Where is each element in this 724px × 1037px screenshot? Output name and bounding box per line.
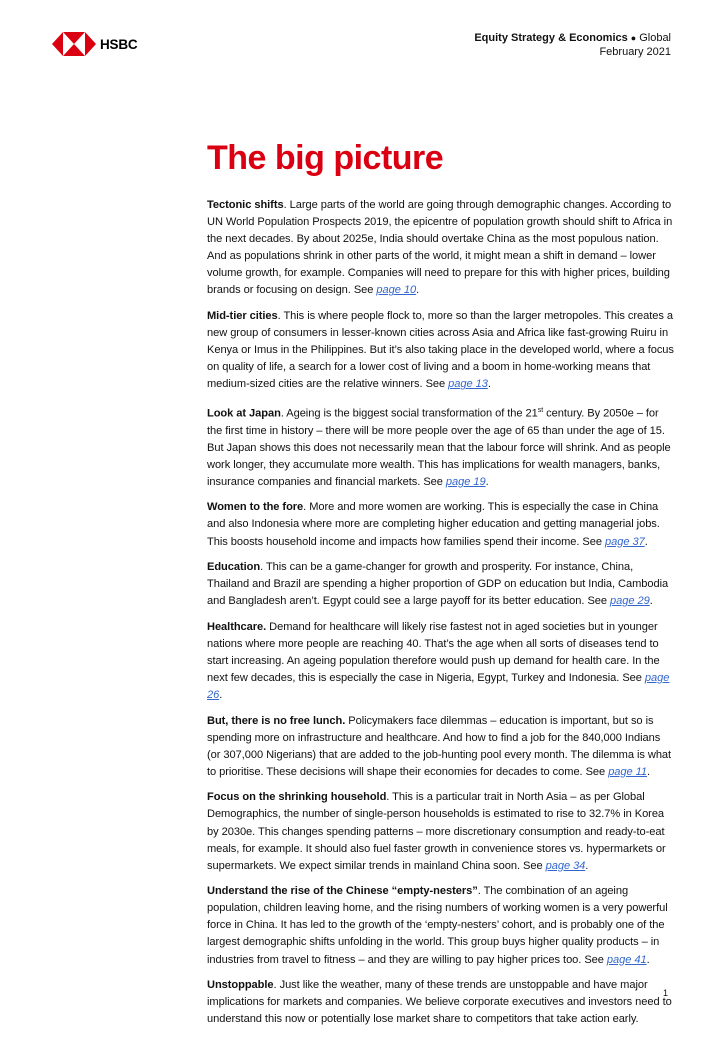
page-link[interactable]: page 34 xyxy=(545,859,586,872)
paragraph-tail: . xyxy=(485,475,489,488)
paragraph-tectonic-shifts xyxy=(207,197,675,300)
report-region: Global xyxy=(639,32,671,44)
page-link[interactable]: page 41 xyxy=(606,953,647,966)
paragraph-lead: But, there is no free lunch. xyxy=(207,714,346,727)
paragraph-tail: . xyxy=(647,765,651,778)
bullet-icon: ● xyxy=(630,33,637,43)
page-link[interactable]: page 37 xyxy=(605,535,645,548)
paragraph-text: . Large parts of the world are going through demographic changes. According to UN World Population Prospects 2019, the epicentre of population growth should shift to Africa in the next decades. By about 2025e, India should overtake China as the most populous nation. And as populations shrink in other parts of the world, it might mean a shift in demand – lower volume growth, for example. Companies will need to prepare for this with higher prices, building brands or focusing on design. See xyxy=(207,199,673,297)
paragraph-lead: Healthcare. xyxy=(207,620,267,633)
report-date: February 2021 xyxy=(599,46,671,58)
paragraph-tail: . xyxy=(649,595,653,608)
paragraph-lead: Understand the rise of the Chinese “empty-nesters” xyxy=(207,885,478,898)
paragraph-tail: . xyxy=(487,378,491,391)
paragraph-text: . More and more women are working. This is especially the case in China and also Indonesia where more are completing higher education and getting managerial jobs. This boosts household income and impacts how families spend their income. See xyxy=(207,501,660,548)
report-name: Equity Strategy & Economics xyxy=(474,32,628,44)
paragraph-healthcare xyxy=(207,619,675,704)
report-series xyxy=(474,31,671,45)
page-link[interactable]: page 11 xyxy=(608,765,648,778)
paragraph-look-at-japan xyxy=(207,402,675,491)
page-link[interactable]: page 29 xyxy=(610,595,650,608)
paragraph-mid-tier-cities xyxy=(207,308,675,393)
paragraph-lead: Mid-tier cities xyxy=(207,309,278,322)
paragraph-tail: . xyxy=(585,859,589,872)
superscript: st xyxy=(537,406,544,414)
paragraph-lead: Focus on the shrinking household xyxy=(207,791,387,804)
paragraph-women-to-the-fore xyxy=(207,499,675,550)
paragraph-lead: Women to the fore xyxy=(207,501,304,514)
page-title: The big picture xyxy=(207,139,444,177)
paragraph-education xyxy=(207,559,675,610)
paragraph-tail: . xyxy=(644,535,648,548)
paragraph-tail: . xyxy=(416,284,420,297)
paragraph-unstoppable xyxy=(207,977,675,1028)
page-link[interactable]: page 26 xyxy=(207,671,670,702)
paragraph-text: . The combination of an ageing population, children leaving home, and the rising numbers of working women is a very powerful force in China. It has led to the growth of the ‘empty-nesters’ cohort, and is probably one of the largest demographic shifts unfolding in the world. This group buys higher quality products – in industries from travel to fitness – and they are willing to pay higher prices too. See xyxy=(207,885,668,966)
paragraph-text: . This can be a game-changer for growth and prosperity. For instance, China, Thailand and Brazil are spending a higher proportion of GDP on education but India, Cambodia and Bangladesh aren’t. Egypt could see a large payoff for its better education. See xyxy=(207,561,669,608)
page-link[interactable]: page 19 xyxy=(445,475,486,488)
paragraph-tail: . xyxy=(219,689,223,702)
page-link[interactable]: page 10 xyxy=(376,284,417,297)
paragraph-lead: Look at Japan xyxy=(207,407,281,420)
hsbc-hexagon-icon xyxy=(52,32,96,56)
paragraph-no-free-lunch xyxy=(207,713,675,781)
body-text xyxy=(207,197,675,1037)
paragraph-text: . This is a particular trait in North Asia – as per Global Demographics, the number of single-person households is estimated to rise to 32.7% in Korea by 2030e. This changes spending patterns – more discretionary consumption and ready-to-eat meals, for example. It should also fuel faster growth in convenience stores vs. hypermarkets or supermarkets. We expect similar trends in mainland China soon. See xyxy=(207,791,666,872)
paragraph-text: . Ageing is the biggest social transformation of the 21 xyxy=(280,407,538,420)
paragraph-text: . Just like the weather, many of these trends are unstoppable and have major implications for markets and companies. We believe corporate executives and investors need to understand this now or potentially lose market share to competitors that take action early. xyxy=(207,979,672,1026)
paragraph-lead: Education xyxy=(207,561,261,574)
hsbc-logo xyxy=(52,32,137,56)
paragraph-text: Demand for healthcare will likely rise fastest not in aged societies but in younger nations where more people are reaching 40. That’s the age when all sorts of diseases tend to start increasing. An ageing population therefore would push up demand for health care. In the next few decades, this is especially the case in Nigeria, Egypt, Turkey and Indonesia. See xyxy=(207,620,660,684)
paragraph-text: . This is where people flock to, more so than the larger metropoles. This creates a new group of consumers in lesser-known cities across Asia and Africa like fast-growing Ruiru in Kenya or Imus in the Philippines. But it’s also taking place in the developed world, where a focus on quality of life, a search for a lower cost of living and a boom in home-working means that medium-sized cities are the relative winners. See xyxy=(207,309,674,391)
page-number: 1 xyxy=(662,988,668,998)
paragraph-text: century. By 2050e – for the first time in history – there will be more people over the age of 65 than under the age of 15. But Japan shows this does not necessarily mean that the labour force will shrink. And as people work longer, they accumulate more wealth. This has implications for wealth managers, banks, insurance companies and financial markets. See xyxy=(207,407,671,488)
paragraph-empty-nesters xyxy=(207,883,675,968)
paragraph-shrinking-household xyxy=(207,789,675,874)
paragraph-text: Policymakers face dilemmas – education is important, but so is spending more on infrastructure and healthcare. And how to find a job for the 840,000 Indians (or 307,000 Nigerians) that are added to the job-hunting pool every month. The dilemma is what to prioritise. These decisions will shape their economies for decades to come. See xyxy=(207,714,672,778)
paragraph-lead: Tectonic shifts xyxy=(207,199,284,211)
paragraph-lead: Unstoppable xyxy=(207,979,274,992)
document-header xyxy=(474,31,671,59)
logo-text: HSBC xyxy=(100,36,138,52)
page-link[interactable]: page 13 xyxy=(448,378,488,391)
paragraph-tail: . xyxy=(646,953,650,966)
